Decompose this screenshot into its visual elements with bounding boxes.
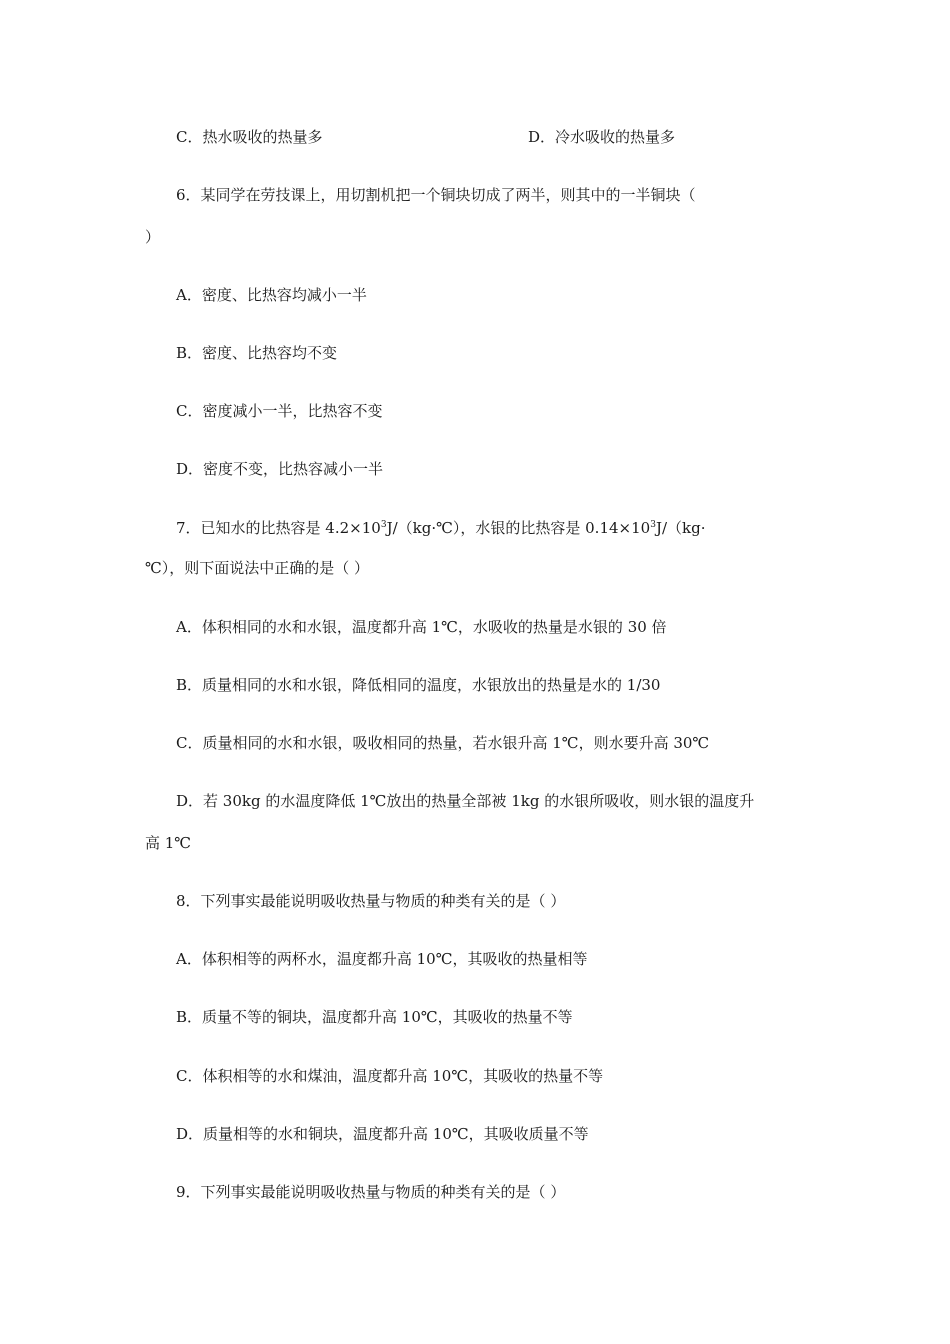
q8-stem: 8．下列事实最能说明吸收热量与物质的种类有关的是（ ） xyxy=(176,892,566,910)
q7-stem-line2: ℃），则下面说法中正确的是（ ） xyxy=(145,559,370,577)
q6-option-d: D．密度不变，比热容减小一半 xyxy=(176,460,384,478)
q7-option-d-line2: 高 1℃ xyxy=(145,834,192,852)
q8-option-c: C．体积相等的水和煤油，温度都升高 10℃，其吸收的热量不等 xyxy=(176,1067,604,1085)
q7-option-d-line1: D．若 30kg 的水温度降低 1℃放出的热量全部被 1kg 的水银所吸收，则水银的温度升 xyxy=(176,792,755,810)
q6-option-a: A．密度、比热容均减小一半 xyxy=(176,286,367,304)
q7-stem-part2: J/（kg·℃），水银的比热容是 0.14×10 xyxy=(386,519,651,537)
q9-stem: 9．下列事实最能说明吸收热量与物质的种类有关的是（ ） xyxy=(176,1183,566,1201)
q5-option-c: C．热水吸收的热量多 xyxy=(176,128,323,146)
q6-stem-line1: 6．某同学在劳技课上，用切割机把一个铜块切成了两半，则其中的一半铜块（ xyxy=(176,186,696,204)
q6-option-c: C．密度减小一半，比热容不变 xyxy=(176,402,383,420)
q7-option-b: B．质量相同的水和水银，降低相同的温度，水银放出的热量是水的 1/30 xyxy=(176,676,661,694)
q7-option-a: A．体积相同的水和水银，温度都升高 1℃，水吸收的热量是水银的 30 倍 xyxy=(176,618,667,636)
q5-option-d: D．冷水吸收的热量多 xyxy=(528,128,676,146)
q6-option-b: B．密度、比热容均不变 xyxy=(176,344,338,362)
q6-stem-line2: ） xyxy=(145,228,161,246)
q7-stem-part1: 7．已知水的比热容是 4.2×10 xyxy=(176,519,381,537)
q7-option-c: C．质量相同的水和水银，吸收相同的热量，若水银升高 1℃，则水要升高 30℃ xyxy=(176,734,710,752)
q8-option-d: D．质量相等的水和铜块，温度都升高 10℃，其吸收质量不等 xyxy=(176,1125,589,1143)
q7-stem-part3: J/（kg· xyxy=(655,519,706,537)
q8-option-b: B．质量不等的铜块，温度都升高 10℃，其吸收的热量不等 xyxy=(176,1008,573,1026)
q8-option-a: A．体积相等的两杯水，温度都升高 10℃，其吸收的热量相等 xyxy=(176,950,588,968)
q7-exponent-2: 3 xyxy=(650,520,656,530)
q7-exponent-1: 3 xyxy=(380,520,387,530)
q7-stem-line1 xyxy=(176,518,705,538)
